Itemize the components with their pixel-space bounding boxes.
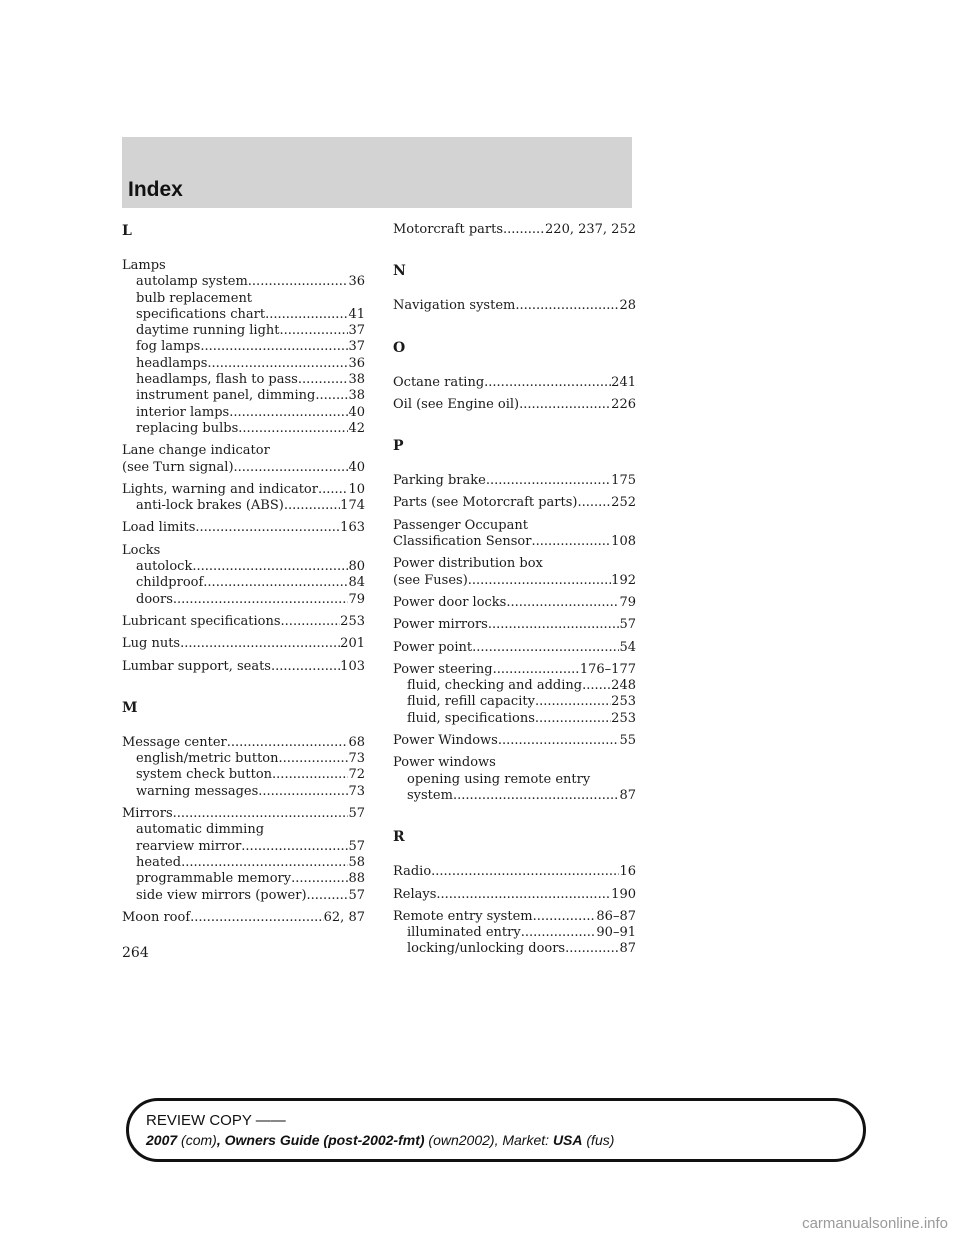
page-reference[interactable]: 73 (348, 783, 365, 799)
dot-leader (486, 473, 611, 489)
index-heading (122, 482, 365, 498)
dot-leader (506, 595, 619, 611)
section-gap (393, 357, 636, 375)
page-reference[interactable]: 201 (340, 636, 365, 652)
index-entry (393, 375, 636, 391)
page-reference[interactable]: 79 (348, 591, 365, 607)
index-subentry (122, 559, 365, 575)
entry-text: Passenger Occupant (393, 517, 528, 533)
index-heading (122, 735, 365, 751)
entry-text: Mirrors (122, 806, 173, 822)
entry-text: fog lamps (136, 339, 201, 355)
index-heading (393, 495, 636, 511)
index-subentry (122, 421, 365, 437)
dot-leader (431, 864, 619, 880)
dot-leader (493, 662, 580, 678)
index-heading (393, 595, 636, 611)
dot-leader (521, 925, 597, 941)
section-gap (122, 717, 365, 735)
dot-leader (195, 520, 340, 536)
index-subentry (122, 356, 365, 372)
index-entry (393, 909, 636, 958)
page-reference[interactable]: 57 (619, 617, 636, 633)
dot-leader (234, 460, 349, 476)
index-column-left (122, 222, 365, 932)
entry-text: english/metric button (136, 751, 279, 767)
index-heading (393, 755, 636, 771)
watermark: carmanualsonline.info (802, 1215, 948, 1232)
index-subentry (122, 405, 365, 421)
page-reference[interactable]: 36 (348, 355, 365, 371)
index-entry (122, 520, 365, 536)
index-heading (122, 636, 365, 652)
dot-leader (248, 274, 349, 290)
page-reference[interactable]: 16 (619, 864, 636, 880)
entry-text: Classification Sensor (393, 534, 532, 550)
index-heading (393, 375, 636, 391)
index-heading (393, 473, 636, 489)
index-heading (393, 733, 636, 749)
index-subentry (122, 855, 365, 871)
index-subentry (122, 372, 365, 388)
section-letter: L (122, 223, 132, 239)
entry-text: Power steering (393, 661, 493, 677)
index-subentry (122, 822, 365, 838)
entry-text: anti-lock brakes (ABS) (136, 498, 284, 514)
index-entry (393, 640, 636, 656)
index-subentry (122, 575, 365, 591)
index-entry (393, 397, 636, 413)
entry-text: Navigation system (393, 298, 516, 314)
index-entry (393, 595, 636, 611)
page-reference[interactable]: 54 (619, 639, 636, 655)
entry-text: daytime running light (136, 323, 280, 339)
index-heading (122, 443, 365, 459)
page-reference[interactable]: 87 (619, 787, 636, 803)
dot-leader (190, 910, 323, 926)
index-heading (122, 806, 365, 822)
entry-text: rearview mirror (136, 838, 242, 854)
dot-leader (318, 482, 348, 498)
entry-text: side view mirrors (power) (136, 887, 307, 903)
dot-leader (498, 733, 620, 749)
dot-leader (503, 222, 545, 238)
review-copy-box (126, 1098, 866, 1162)
page-reference[interactable]: 58 (348, 854, 365, 870)
page-reference[interactable]: 40 (348, 459, 365, 475)
index-subentry (122, 274, 365, 290)
section-gap (393, 321, 636, 339)
page-reference[interactable]: 62, 87 (323, 909, 365, 925)
index-subentry (122, 388, 365, 404)
dot-leader (519, 397, 611, 413)
entry-text: Parts (see Motorcraft parts) (393, 495, 578, 511)
document-info-line (146, 1132, 614, 1148)
index-heading (393, 662, 636, 678)
entry-text: Message center (122, 734, 227, 750)
dot-leader (453, 788, 620, 804)
entry-text: Load limits (122, 520, 196, 536)
index-heading (393, 397, 636, 413)
section-gap (393, 419, 636, 437)
page-reference[interactable]: 57 (348, 806, 365, 822)
dot-leader (531, 534, 611, 550)
page-reference[interactable]: 87 (619, 941, 636, 957)
review-copy-label: REVIEW COPY —— (146, 1112, 286, 1129)
dot-leader (515, 298, 619, 314)
index-subentry (122, 323, 365, 339)
doc-market-label: , Market: (494, 1132, 553, 1148)
entry-text: instrument panel, dimming (136, 388, 316, 404)
index-heading (122, 460, 365, 476)
dot-leader (200, 339, 348, 355)
page-reference[interactable]: 38 (348, 388, 365, 404)
page-reference[interactable]: 176–177 (579, 661, 636, 677)
entry-text: Power distribution box (393, 556, 543, 572)
index-heading (393, 640, 636, 656)
page-reference[interactable]: 28 (619, 298, 636, 314)
entry-text: Lug nuts (122, 636, 181, 652)
entry-text: system check button (136, 767, 273, 783)
index-heading (393, 534, 636, 550)
section-gap (393, 846, 636, 864)
index-subentry (122, 888, 365, 904)
dot-leader (284, 498, 340, 514)
entry-text: Power mirrors (393, 617, 488, 633)
doc-market: USA (552, 1132, 583, 1148)
dot-leader (291, 871, 348, 887)
index-entry (122, 806, 365, 904)
page-reference[interactable]: 253 (611, 710, 636, 726)
section-gap (122, 240, 365, 258)
entry-text: Lane change indicator (122, 443, 270, 459)
dot-leader (565, 941, 619, 957)
doc-year: 2007 (146, 1132, 178, 1148)
index-subentry (122, 767, 365, 783)
index-entry (393, 662, 636, 727)
section-letter: P (393, 438, 404, 455)
index-heading (393, 887, 636, 903)
entry-text: Lights, warning and indicator (122, 481, 318, 497)
index-entry (393, 617, 636, 633)
entry-text: Relays (393, 886, 437, 902)
page-reference[interactable]: 88 (348, 871, 365, 887)
index-entry (122, 614, 365, 630)
dot-leader (488, 617, 620, 633)
page-reference[interactable]: 37 (348, 339, 365, 355)
page-reference[interactable]: 73 (348, 751, 365, 767)
dot-leader (468, 573, 611, 589)
entry-text: opening using remote entry (407, 771, 591, 787)
dot-leader (173, 806, 349, 822)
page-reference[interactable]: 253 (611, 694, 636, 710)
doc-com: (com) (177, 1132, 217, 1148)
entry-text: Parking brake (393, 473, 486, 489)
entry-text: Power Windows (393, 733, 498, 749)
entry-text: heated (136, 854, 182, 870)
dot-leader (280, 323, 349, 339)
entry-text: autolamp system (136, 274, 248, 290)
page-reference[interactable]: 68 (348, 734, 365, 750)
dot-leader (181, 855, 348, 871)
dot-leader (279, 751, 349, 767)
dot-leader (271, 659, 340, 675)
index-heading (122, 614, 365, 630)
page-reference[interactable]: 36 (348, 274, 365, 290)
page-reference[interactable]: 86–87 (596, 908, 636, 924)
index-heading (122, 910, 365, 926)
entry-text: autolock (136, 559, 193, 575)
index-subentry (122, 307, 365, 323)
entry-text: Octane rating (393, 374, 485, 390)
section-letter: N (393, 263, 406, 280)
doc-fus: (fus) (582, 1132, 615, 1148)
index-entry (393, 495, 636, 511)
dot-leader (229, 405, 348, 421)
dot-leader (227, 735, 349, 751)
page-reference[interactable]: 174 (340, 498, 365, 514)
dot-leader (192, 559, 348, 575)
entry-text: Power windows (393, 755, 496, 771)
index-heading (393, 298, 636, 314)
page-reference[interactable]: 253 (340, 613, 365, 629)
index-heading (393, 518, 636, 534)
dot-leader (203, 575, 348, 591)
index-subentry (393, 941, 636, 957)
page-reference[interactable]: 38 (348, 372, 365, 388)
page-reference[interactable]: 57 (348, 838, 365, 854)
page-reference[interactable]: 90–91 (596, 925, 636, 941)
index-column-right (393, 222, 636, 964)
page-reference[interactable]: 190 (611, 886, 636, 902)
page-reference[interactable]: 192 (611, 572, 636, 588)
entry-text: replacing bulbs (136, 420, 239, 436)
entry-text: Oil (see Engine oil) (393, 396, 520, 412)
entry-text: Remote entry system (393, 908, 533, 924)
entry-text: Power point (393, 639, 473, 655)
entry-text: locking/unlocking doors (407, 941, 566, 957)
entry-text: Radio (393, 864, 432, 880)
page-reference[interactable]: 55 (619, 733, 636, 749)
entry-text: headlamps (136, 355, 208, 371)
page-reference[interactable]: 72 (348, 767, 365, 783)
section-gap (393, 810, 636, 828)
index-subentry (122, 751, 365, 767)
entry-text: Motorcraft parts (393, 222, 503, 237)
section-gap (393, 280, 636, 298)
entry-text: Moon roof (122, 909, 191, 925)
index-subentry (393, 711, 636, 727)
index-entry (393, 222, 636, 238)
index-subentry (393, 925, 636, 941)
entry-text: system (407, 787, 453, 803)
header-band (122, 137, 632, 208)
index-entry (122, 735, 365, 800)
dot-leader (315, 388, 348, 404)
index-entry (393, 518, 636, 551)
entry-text: fluid, refill capacity (407, 694, 535, 710)
index-entry (393, 887, 636, 903)
page-reference[interactable]: 241 (611, 374, 636, 390)
page-reference[interactable]: 108 (611, 534, 636, 550)
page-title: Index (128, 178, 183, 201)
page-reference[interactable]: 80 (348, 559, 365, 575)
doc-guide: , Owners Guide (post-2002-fmt) (216, 1132, 425, 1148)
index-heading (122, 659, 365, 675)
dot-leader (258, 784, 348, 800)
index-subentry (393, 788, 636, 804)
entry-text: fluid, checking and adding (407, 678, 583, 694)
dot-leader (207, 356, 348, 372)
section-gap (393, 455, 636, 473)
page-reference[interactable]: 248 (611, 678, 636, 694)
page-reference[interactable]: 252 (611, 495, 636, 511)
index-heading (393, 617, 636, 633)
dot-leader (307, 888, 349, 904)
index-subentry (122, 871, 365, 887)
page-reference[interactable]: 84 (348, 575, 365, 591)
dot-leader (180, 636, 340, 652)
index-heading (393, 222, 636, 238)
dot-leader (298, 372, 349, 388)
entry-text: fluid, specifications (407, 710, 535, 726)
entry-text: illuminated entry (407, 925, 521, 941)
index-subentry (122, 291, 365, 307)
entry-text: Locks (122, 542, 161, 558)
page-reference[interactable]: 57 (348, 887, 365, 903)
dot-leader (238, 421, 348, 437)
index-subentry (393, 772, 636, 788)
index-entry (393, 556, 636, 589)
dot-leader (241, 839, 348, 855)
entry-text: Lubricant specifications (122, 613, 281, 629)
index-subentry (122, 339, 365, 355)
dot-leader (436, 887, 611, 903)
dot-leader (173, 592, 349, 608)
page-reference[interactable]: 163 (340, 520, 365, 536)
entry-text: bulb replacement (136, 290, 253, 306)
index-entry (393, 298, 636, 314)
dot-leader (265, 307, 348, 323)
dot-leader (484, 375, 611, 391)
index-entry (122, 543, 365, 608)
index-entry (122, 910, 365, 926)
index-subentry (122, 498, 365, 514)
index-subentry (393, 694, 636, 710)
entry-text: doors (136, 591, 173, 607)
index-heading (393, 573, 636, 589)
index-entry (122, 482, 365, 515)
entry-text: warning messages (136, 783, 259, 799)
index-subentry (122, 839, 365, 855)
page-reference[interactable]: 175 (611, 473, 636, 489)
index-entry (122, 443, 365, 476)
index-entry (122, 659, 365, 675)
doc-own: (own2002) (424, 1132, 495, 1148)
page-reference[interactable]: 41 (348, 306, 365, 322)
section-letter: M (122, 699, 138, 716)
entry-text: headlamps, flash to pass (136, 372, 298, 388)
entry-text: childproof (136, 575, 204, 591)
page-number: 264 (122, 945, 149, 961)
entry-text: automatic dimming (136, 822, 265, 838)
section-letter: O (393, 339, 406, 356)
index-heading (393, 909, 636, 925)
page-reference[interactable]: 226 (611, 396, 636, 412)
entry-text: specifications chart (136, 306, 266, 322)
index-heading (393, 556, 636, 572)
dot-leader (582, 678, 611, 694)
index-entry (393, 733, 636, 749)
page-reference[interactable]: 42 (348, 420, 365, 436)
index-entry (122, 636, 365, 652)
dot-leader (281, 614, 341, 630)
dot-leader (578, 495, 612, 511)
section-gap (122, 681, 365, 699)
index-heading (122, 258, 365, 274)
index-entry (122, 258, 365, 437)
entry-text: interior lamps (136, 404, 230, 420)
entry-text: Lumbar support, seats (122, 658, 271, 674)
page-reference[interactable]: 10 (348, 481, 365, 497)
entry-text: (see Turn signal) (122, 459, 234, 475)
index-subentry (122, 784, 365, 800)
dot-leader (535, 694, 611, 710)
entry-text: programmable memory (136, 871, 292, 887)
index-subentry (393, 678, 636, 694)
page-reference[interactable]: 79 (619, 594, 636, 610)
index-entry (393, 473, 636, 489)
page-reference[interactable]: 40 (348, 404, 365, 420)
page-reference[interactable]: 37 (348, 323, 365, 339)
index-heading (393, 864, 636, 880)
entry-text: Lamps (122, 258, 166, 273)
index-entry (393, 864, 636, 880)
index-heading (122, 543, 365, 559)
entry-text: Power door locks (393, 594, 507, 610)
section-gap (393, 244, 636, 262)
dot-leader (533, 909, 597, 925)
section-letter: R (393, 829, 405, 846)
dot-leader (535, 711, 611, 727)
index-heading (122, 520, 365, 536)
entry-text: (see Fuses) (393, 572, 468, 588)
dot-leader (472, 640, 619, 656)
dot-leader (272, 767, 348, 783)
page-reference[interactable]: 103 (340, 658, 365, 674)
page-reference[interactable]: 220, 237, 252 (545, 222, 636, 237)
index-entry (393, 755, 636, 804)
index-subentry (122, 592, 365, 608)
